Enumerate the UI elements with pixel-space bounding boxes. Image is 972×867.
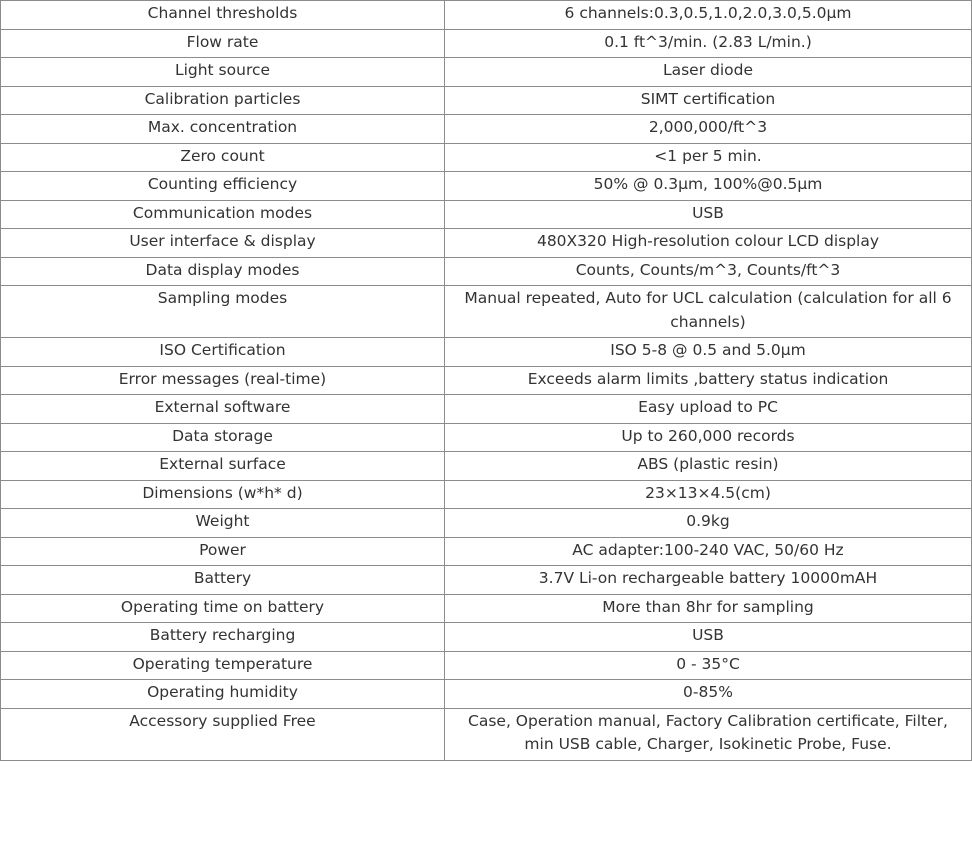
table-row [1, 623, 972, 652]
spec-value-cell: USB [445, 623, 972, 652]
spec-value-cell: AC adapter:100-240 VAC, 50/60 Hz [445, 537, 972, 566]
spec-label-cell: Calibration particles [1, 86, 445, 115]
spec-label-cell: Data display modes [1, 257, 445, 286]
spec-value-cell: 0-85% [445, 680, 972, 709]
table-row [1, 452, 972, 481]
spec-label-cell: Max. concentration [1, 115, 445, 144]
spec-value-cell: 6 channels:0.3,0.5,1.0,2.0,3.0,5.0μm [445, 1, 972, 30]
table-row [1, 1, 972, 30]
spec-label-cell: External surface [1, 452, 445, 481]
spec-value-cell: 3.7V Li-on rechargeable battery 10000mAH [445, 566, 972, 595]
spec-value-cell: Exceeds alarm limits ,battery status indication [445, 366, 972, 395]
table-row [1, 58, 972, 87]
spec-label-cell: Weight [1, 509, 445, 538]
table-row [1, 29, 972, 58]
table-row [1, 200, 972, 229]
spec-label-cell: Operating humidity [1, 680, 445, 709]
table-row [1, 708, 972, 760]
spec-value-cell: Laser diode [445, 58, 972, 87]
spec-value-cell: <1 per 5 min. [445, 143, 972, 172]
table-row [1, 143, 972, 172]
spec-label-cell: Operating time on battery [1, 594, 445, 623]
spec-label-cell: Battery recharging [1, 623, 445, 652]
spec-label-cell: ISO Certification [1, 338, 445, 367]
table-row [1, 115, 972, 144]
table-row [1, 257, 972, 286]
spec-value-cell: Counts, Counts/m^3, Counts/ft^3 [445, 257, 972, 286]
table-row [1, 509, 972, 538]
table-row [1, 338, 972, 367]
table-row [1, 566, 972, 595]
table-row [1, 480, 972, 509]
spec-label-cell: Battery [1, 566, 445, 595]
table-row [1, 366, 972, 395]
spec-value-cell: Manual repeated, Auto for UCL calculation (calculation for all 6 channels) [445, 286, 972, 338]
spec-label-cell: Error messages (real-time) [1, 366, 445, 395]
spec-value-cell: Case, Operation manual, Factory Calibration certificate, Filter, min USB cable, Charger, Isokinetic Probe, Fuse. [445, 708, 972, 760]
spec-value-cell: 2,000,000/ft^3 [445, 115, 972, 144]
spec-value-cell: 0.1 ft^3/min. (2.83 L/min.) [445, 29, 972, 58]
table-row [1, 86, 972, 115]
spec-value-cell: More than 8hr for sampling [445, 594, 972, 623]
table-row [1, 537, 972, 566]
spec-value-cell: 50% @ 0.3μm, 100%@0.5μm [445, 172, 972, 201]
spec-label-cell: Data storage [1, 423, 445, 452]
spec-label-cell: Sampling modes [1, 286, 445, 338]
spec-label-cell: Zero count [1, 143, 445, 172]
spec-value-cell: Up to 260,000 records [445, 423, 972, 452]
table-row [1, 651, 972, 680]
spec-label-cell: Light source [1, 58, 445, 87]
spec-label-cell: Power [1, 537, 445, 566]
specifications-table-body [1, 1, 972, 761]
spec-value-cell: USB [445, 200, 972, 229]
spec-value-cell: 480X320 High-resolution colour LCD display [445, 229, 972, 258]
spec-label-cell: User interface & display [1, 229, 445, 258]
spec-value-cell: SIMT certification [445, 86, 972, 115]
spec-label-cell: Operating temperature [1, 651, 445, 680]
spec-label-cell: Dimensions (w*h* d) [1, 480, 445, 509]
spec-label-cell: Communication modes [1, 200, 445, 229]
table-row [1, 423, 972, 452]
spec-label-cell: Channel thresholds [1, 1, 445, 30]
spec-label-cell: Counting efficiency [1, 172, 445, 201]
spec-value-cell: ABS (plastic resin) [445, 452, 972, 481]
spec-value-cell: Easy upload to PC [445, 395, 972, 424]
table-row [1, 680, 972, 709]
spec-label-cell: Flow rate [1, 29, 445, 58]
spec-value-cell: ISO 5-8 @ 0.5 and 5.0μm [445, 338, 972, 367]
table-row [1, 286, 972, 338]
spec-value-cell: 0.9kg [445, 509, 972, 538]
table-row [1, 395, 972, 424]
spec-value-cell: 0 - 35°C [445, 651, 972, 680]
spec-label-cell: Accessory supplied Free [1, 708, 445, 760]
spec-label-cell: External software [1, 395, 445, 424]
table-row [1, 229, 972, 258]
spec-value-cell: 23×13×4.5(cm) [445, 480, 972, 509]
table-row [1, 172, 972, 201]
table-row [1, 594, 972, 623]
